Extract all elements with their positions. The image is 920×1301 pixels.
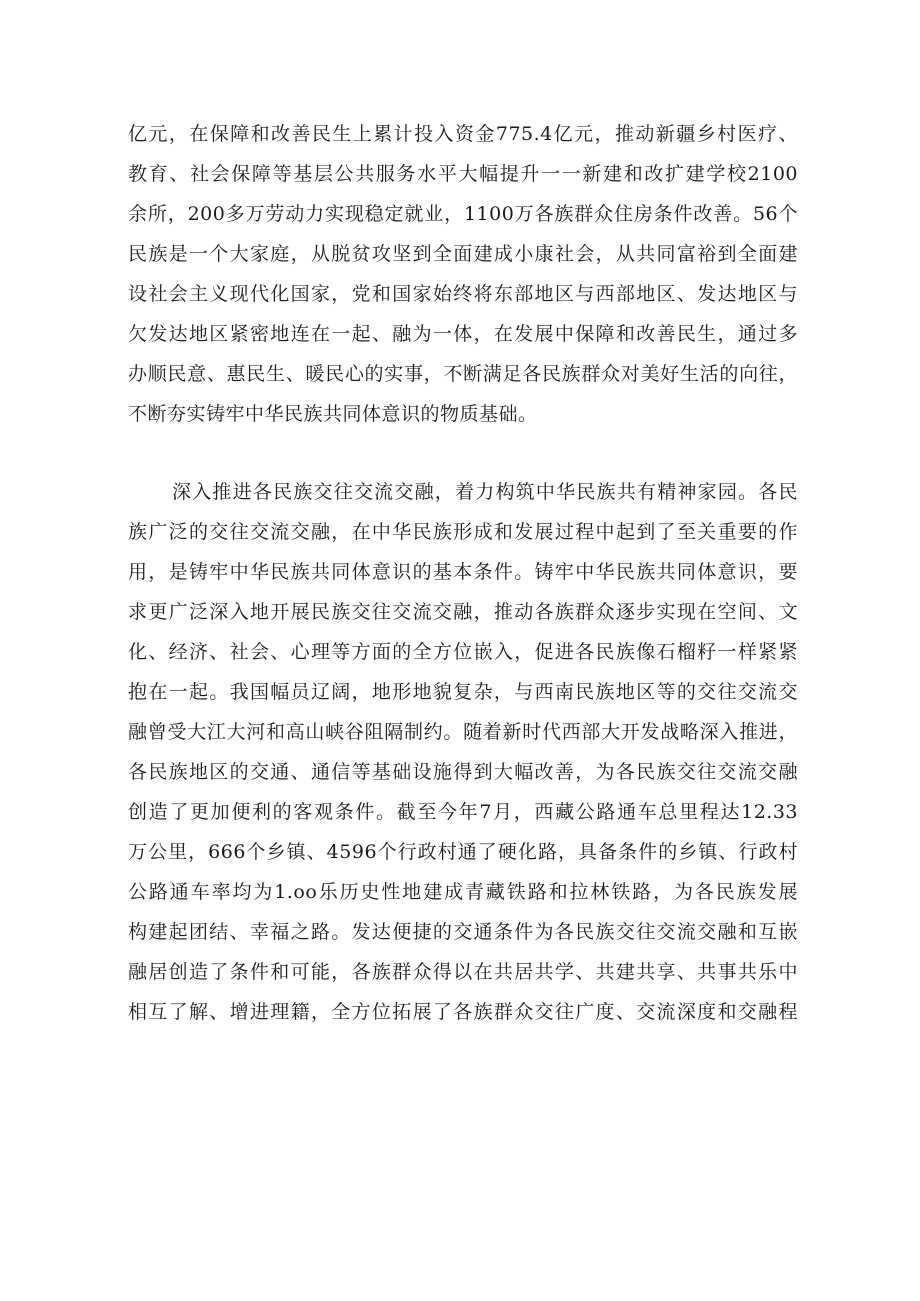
text-line: 融曾受大江大河和高山峡谷阻隔制约。随着新时代西部大开发战略深入推进， bbox=[128, 721, 798, 743]
paragraph-2 bbox=[128, 472, 798, 1032]
text-line: 余所，200多万劳动力实现稳定就业，1100万各族群众住房条件改善。56个 bbox=[128, 203, 798, 225]
text-line: 化、经济、社会、心理等方面的全方位嵌入，促进各民族像石榴籽一样紧紧 bbox=[128, 641, 798, 663]
text-line: 欠发达地区紧密地连在一起、融为一体，在发展中保障和改善民生，通过多 bbox=[128, 323, 798, 345]
text-line: 求更广泛深入地开展民族交往交流交融，推动各族群众逐步实现在空间、文 bbox=[128, 601, 798, 623]
text-line: 办顺民意、惠民生、暖民心的实事，不断满足各民族群众对美好生活的向往， bbox=[128, 363, 798, 385]
document-body bbox=[128, 114, 798, 1032]
text-line: 各民族地区的交通、通信等基础设施得到大幅改善，为各民族交往交流交融 bbox=[128, 761, 798, 783]
text-line: 深入推进各民族交往交流交融，着力构筑中华民族共有精神家园。各民 bbox=[172, 481, 798, 503]
text-line: 民族是一个大家庭，从脱贫攻坚到全面建成小康社会，从共同富裕到全面建 bbox=[128, 243, 798, 265]
text-line: 不断夯实铸牢中华民族共同体意识的物质基础。 bbox=[128, 403, 538, 425]
paragraph-1 bbox=[128, 114, 798, 434]
text-line: 万公里，666个乡镇、4596个行政村通了硬化路，具备条件的乡镇、行政村 bbox=[128, 841, 798, 863]
text-line: 相互了解、增进理籍，全方位拓展了各族群众交往广度、交流深度和交融程 bbox=[128, 1001, 798, 1023]
text-line: 教育、社会保障等基层公共服务水平大幅提升一一新建和改扩建学校2100 bbox=[128, 163, 798, 185]
text-line: 创造了更加便利的客观条件。截至今年7月，西藏公路通车总里程达12.33 bbox=[128, 801, 798, 823]
paragraph-spacer bbox=[128, 434, 798, 472]
text-line: 融居创造了条件和可能，各族群众得以在共居共学、共建共享、共事共乐中 bbox=[128, 961, 798, 983]
text-line: 设社会主义现代化国家，党和国家始终将东部地区与西部地区、发达地区与 bbox=[128, 283, 798, 305]
text-line: 用，是铸牢中华民族共同体意识的基本条件。铸牢中华民族共同体意识，要 bbox=[128, 561, 798, 583]
text-line: 公路通车率均为1.oo乐历史性地建成青藏铁路和拉林铁路，为各民族发展 bbox=[128, 881, 798, 903]
text-line: 亿元，在保障和改善民生上累计投入资金775.4亿元，推动新疆乡村医疗、 bbox=[128, 123, 798, 145]
text-line: 构建起团结、幸福之路。发达便捷的交通条件为各民族交往交流交融和互嵌 bbox=[128, 921, 798, 943]
text-line: 族广泛的交往交流交融，在中华民族形成和发展过程中起到了至关重要的作 bbox=[128, 521, 798, 543]
text-line: 抱在一起。我国幅员辽阔，地形地貌复杂，与西南民族地区等的交往交流交 bbox=[128, 681, 798, 703]
